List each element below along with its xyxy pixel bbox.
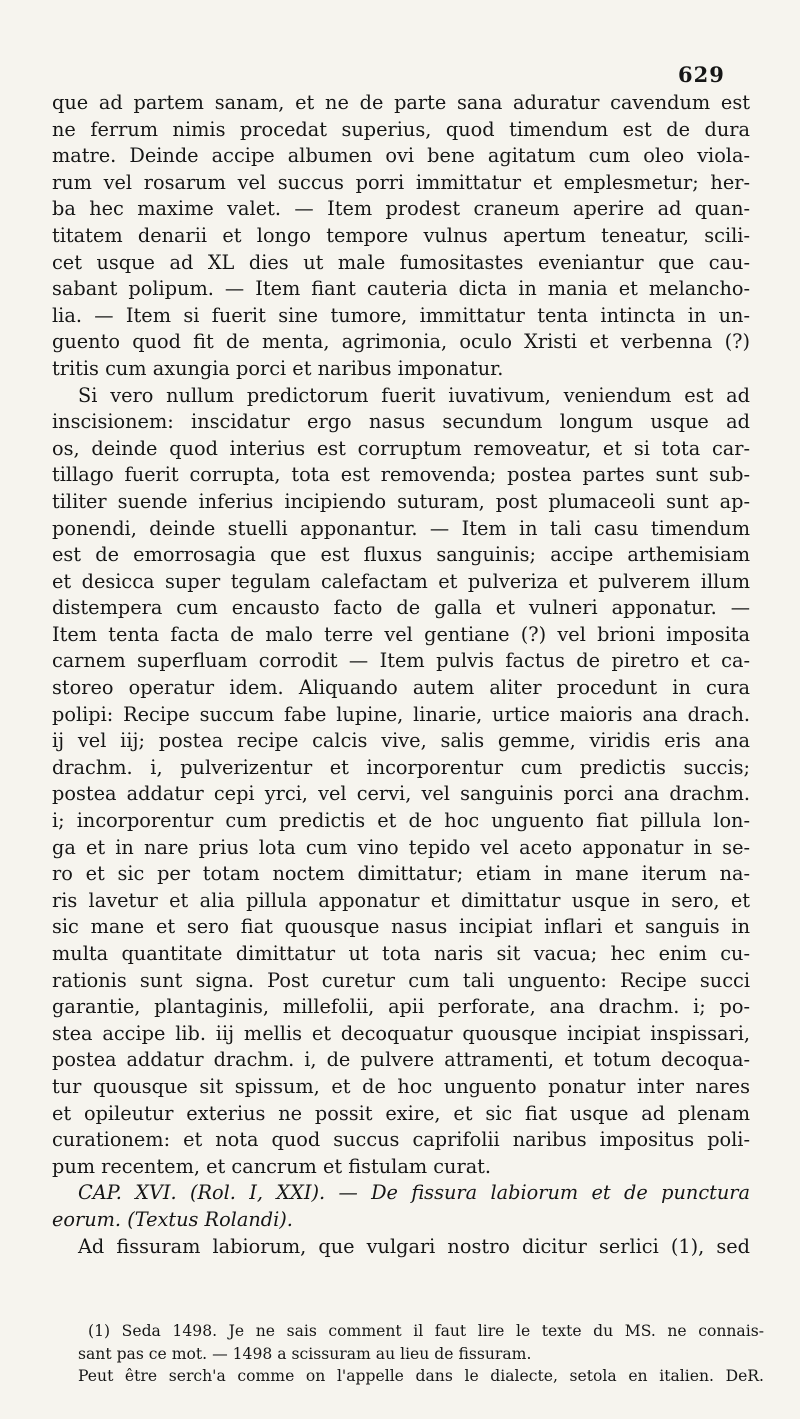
text-line: i; incorporentur cum predictis et de hoc unguento fiat pillula lon- bbox=[52, 809, 750, 833]
chapter-heading: CAP. XVI. (Rol. I, XXI). — De fissura labiorum et de punctura bbox=[78, 1181, 750, 1205]
text-line: ba hec maxime valet. — Item prodest craneum aperire ad quan- bbox=[52, 197, 750, 221]
chapter-heading-continued: eorum. (Textus Rolandi). bbox=[52, 1207, 293, 1231]
text-line: sic mane et sero fiat quousque nasus incipiat inflari et sanguis in bbox=[52, 915, 750, 939]
footnotes bbox=[78, 1320, 764, 1388]
text-line: tiliter suende inferius incipiendo suturam, post plumaceoli sunt ap- bbox=[52, 489, 750, 513]
text-line: que ad partem sanam, et ne de parte sana aduratur cavendum est bbox=[52, 91, 750, 114]
text-line: tur quousque sit spissum, et de hoc unguento ponatur inter nares bbox=[52, 1074, 750, 1098]
text-line: storeo operatur idem. Aliquando autem aliter procedunt in cura bbox=[52, 676, 750, 700]
paragraph-start: Ad fissuram labiorum, que vulgari nostro dicitur serlici (1), sed bbox=[78, 1234, 750, 1258]
text-line: curationem: et nota quod succus caprifolii naribus impositus poli- bbox=[52, 1128, 750, 1152]
text-line: titatem denarii et longo tempore vulnus apertum teneatur, scili- bbox=[52, 223, 750, 247]
text-line: rum vel rosarum vel succus porri immittatur et emplesmetur; her- bbox=[52, 170, 750, 194]
text-line: ij vel iij; postea recipe calcis vive, salis gemme, viridis eris ana bbox=[52, 729, 750, 753]
text-line: Item tenta facta de malo terre vel gentiane (?) vel brioni imposita bbox=[52, 622, 750, 646]
text-line: drachm. i, pulverizentur et incorporentur cum predictis succis; bbox=[52, 755, 750, 779]
text-line: et desicca super tegulam calefactam et pulveriza et pulverem illum bbox=[52, 569, 750, 593]
text-line: inscisionem: inscidatur ergo nasus secundum longum usque ad bbox=[52, 410, 750, 434]
text-line: distempera cum encausto facto de galla et vulneri apponatur. — bbox=[52, 596, 750, 620]
text-line: os, deinde quod interius est corruptum removeatur, et si tota car- bbox=[52, 436, 750, 460]
page-number: 629 bbox=[678, 62, 725, 87]
text-line: ga et in nare prius lota cum vino tepido vel aceto apponatur in se- bbox=[52, 835, 750, 859]
text-line: postea addatur drachm. i, de pulvere attramenti, et totum decoqua- bbox=[52, 1048, 750, 1072]
text-line: rationis sunt signa. Post curetur cum tali unguento: Recipe succi bbox=[52, 968, 750, 992]
text-line: matre. Deinde accipe albumen ovi bene agitatum cum oleo viola- bbox=[52, 144, 750, 168]
text-line: guento quod fit de menta, agrimonia, oculo Xristi et verbenna (?) bbox=[52, 330, 750, 354]
text-line: polipi: Recipe succum fabe lupine, linarie, urtice maioris ana drach. bbox=[52, 702, 750, 726]
text-line: est de emorrosagia que est fluxus sanguinis; accipe arthemisiam bbox=[52, 543, 750, 567]
text-line: ponendi, deinde stuelli apponantur. — Item in tali casu timendum bbox=[52, 516, 750, 540]
text-line: ris lavetur et alia pillula apponatur et dimittatur usque in sero, et bbox=[52, 888, 750, 912]
text-line: ne ferrum nimis procedat superius, quod timendum est de dura bbox=[52, 117, 750, 141]
text-line: tritis cum axungia porci et naribus imponatur. bbox=[52, 356, 504, 380]
text-line: postea addatur cepi yrci, vel cervi, vel sanguinis porci ana drachm. bbox=[52, 782, 750, 806]
text-line: stea accipe lib. iij mellis et decoquatur quousque incipiat inspissari, bbox=[52, 1021, 750, 1045]
footnote-line: sant pas ce mot. — 1498 a scissuram au lieu de fissuram. bbox=[78, 1344, 532, 1363]
text-line: et opileutur exterius ne possit exire, et sic fiat usque ad plenam bbox=[52, 1101, 750, 1125]
footnote-line: (1) Seda 1498. Je ne sais comment il faut lire le texte du MS. ne connais- bbox=[88, 1322, 764, 1340]
text-line: tillago fuerit corrupta, tota est removenda; postea partes sunt sub- bbox=[52, 463, 750, 487]
footnote-line: Peut être serch'a comme on l'appelle dans le dialecte, setola en italien. DeR. bbox=[78, 1367, 764, 1385]
text-line: pum recentem, et cancrum et fistulam curat. bbox=[52, 1154, 492, 1178]
text-line: carnem superfluam corrodit — Item pulvis factus de piretro et ca- bbox=[52, 649, 750, 673]
paragraph-start: Si vero nullum predictorum fuerit iuvativum, veniendum est ad bbox=[78, 383, 750, 407]
text-line: cet usque ad XL dies ut male fumositastes eveniantur que cau- bbox=[52, 250, 750, 274]
text-line: lia. — Item si fuerit sine tumore, immittatur tenta intincta in un- bbox=[52, 303, 750, 327]
body-text bbox=[52, 90, 750, 1260]
text-line: ro et sic per totam noctem dimittatur; etiam in mane iterum na- bbox=[52, 862, 750, 886]
text-line: multa quantitate dimittatur ut tota naris sit vacua; hec enim cu- bbox=[52, 942, 750, 965]
text-line: sabant polipum. — Item fiant cauteria dicta in mania et melancho- bbox=[52, 277, 750, 301]
text-line: garantie, plantaginis, millefolii, apii perforate, ana drachm. i; po- bbox=[52, 995, 750, 1019]
